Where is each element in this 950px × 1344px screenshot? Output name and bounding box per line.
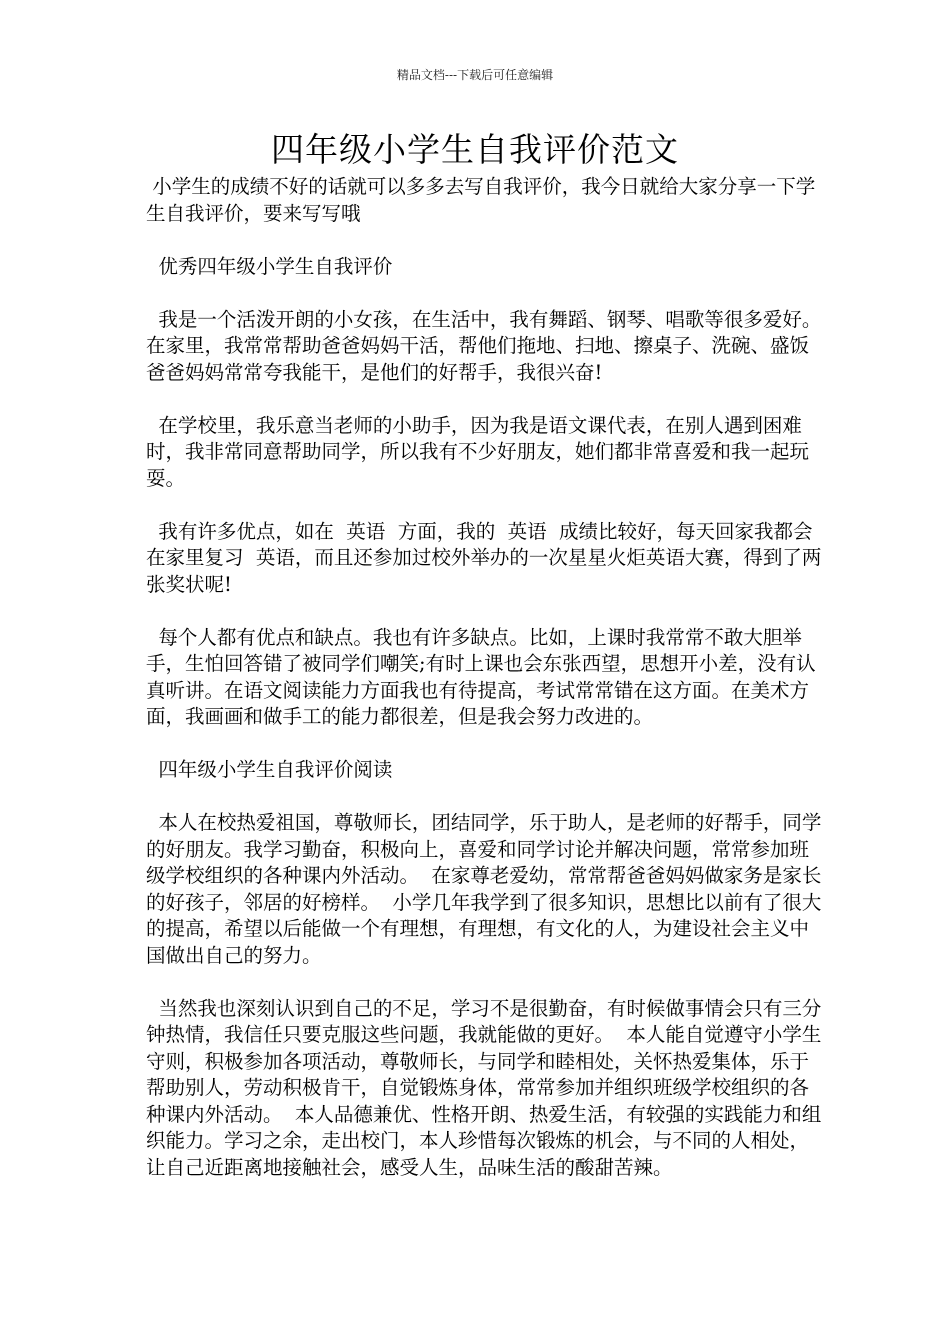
- document-body: [146, 174, 822, 1181]
- page-header-note: 精品文档---下载后可任意编辑: [396, 68, 554, 82]
- document-title: 四年级小学生自我评价范文: [271, 130, 679, 169]
- body-paragraph: 我是一个活泼开朗的小女孩，在生活中，我有舞蹈、钢琴、唱歌等很多爱好。在家里，我常常帮助爸爸妈妈干活，帮他们拖地、扫地、擦桌子、洗碗、盛饭 爸爸妈妈常常夸我能干，是他们的好帮手，我很兴奋!: [146, 307, 822, 384]
- body-paragraph: 当然我也深刻认识到自己的不足，学习不是很勤奋，有时候做事情会只有三分钟热情，我信任只要克服这些问题，我就能做的更好。 本人能自觉遵守小学生守则，积极参加各项活动，尊敬师长，与同学和睦相处，关怀热爱集体，乐于帮助别人，劳动积极肯干，自觉锻炼身体，常常参加并组织班级学校组织的各种课内外活动。 本人品德兼优、性格开朗、热爱生活，有较强的实践能力和组织能力。学习之余，走出校门，本人珍惜每次锻炼的机会，与不同的人相处，让自己近距离地接触社会，感受人生，品味生活的酸甜苦辣。: [146, 996, 822, 1179]
- section-heading-reading: 四年级小学生自我评价阅读: [146, 758, 393, 781]
- body-paragraph: 本人在校热爱祖国，尊敬师长，团结同学，乐于助人，是老师的好帮手，同学的好朋友。我学习勤奋，积极向上，喜爱和同学讨论并解决问题，常常参加班级学校组织的各种课内外活动。 在家尊老爱幼，常常帮爸爸妈妈做家务是家长的好孩子，邻居的好榜样。 小学几年我学到了很多知识，思想比以前有了很大的提高，希望以后能做一个有理想，有理想，有文化的人，为建设社会主义中国做出自己的努力。: [146, 811, 822, 967]
- body-paragraph: 我有许多优点，如在 英语 方面，我的 英语 成绩比较好，每天回家我都会在家里复习 英语，而且还参加过校外举办的一次星星火炬英语大赛，得到了两张奖状呢!: [146, 519, 822, 596]
- body-paragraph: 在学校里，我乐意当老师的小助手，因为我是语文课代表，在别人遇到困难时，我非常同意帮助同学，所以我有不少好朋友，她们都非常喜爱和我一起玩耍。: [146, 413, 810, 490]
- body-paragraph: 每个人都有优点和缺点。我也有许多缺点。比如，上课时我常常不敢大胆举手，生怕回答错了被同学们嘲笑;有时上课也会东张西望，思想开小差，没有认真听讲。在语文阅读能力方面我也有待提高，考试常常错在这方面。在美术方面，我画画和做手工的能力都很差，但是我会努力改进的。: [146, 625, 816, 728]
- intro-paragraph: 小学生的成绩不好的话就可以多多去写自我评价，我今日就给大家分享一下学生自我评价，要来写写哦: [146, 175, 816, 225]
- section-heading-excellent: 优秀四年级小学生自我评价: [146, 254, 393, 278]
